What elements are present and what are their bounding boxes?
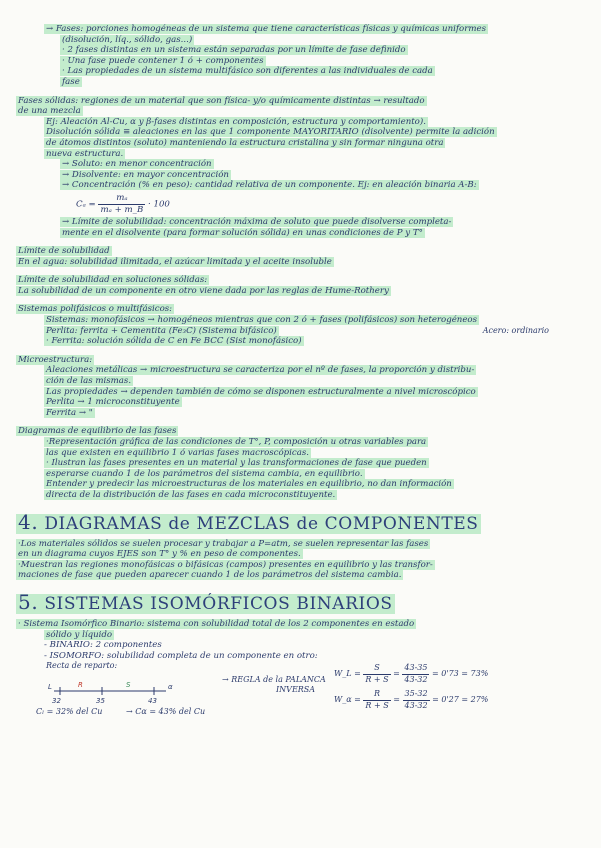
inversa-label: INVERSA [276, 685, 316, 695]
limite-solidas-title: Límite de solubilidad en soluciones sólidas: [18, 275, 208, 286]
cl-note: Cₗ = 32% del Cu [36, 707, 103, 717]
regla-palanca-label: → REGLA de la PALANCA [222, 675, 326, 685]
section-5-heading: 5. SISTEMAS ISOMÓRFICOS BINARIOS [18, 589, 393, 614]
fases-block: → Fases: porciones homogéneas de un sistema que tiene características físicas y químicas uniformes (disolución, líq., sólido, gas...) · 2 fases distintas en un sistema están separadas por un límite de fase definido · Una fase puede contener 1 ó + componentes · Las propiedades de un sistema multifásico son diferentes a las individuales de cada fase [16, 24, 585, 88]
label-S: S [126, 681, 131, 690]
wl-formula: W_L = $\frac{S}{R + S}$ = $\frac{43-35}{43-32}$ = 0'73 = 73% [334, 663, 489, 684]
fases-solidas-title: Fases sólidas: regiones de un material que son física- y/o químicamente distintas → resultado [18, 95, 425, 106]
diagramas-title: Diagramas de equilibrio de las fases [18, 426, 177, 437]
tick-label-35: 35 [96, 697, 105, 706]
section-4-heading: 4. DIAGRAMAS de MEZCLAS de COMPONENTES [18, 509, 479, 534]
tick-label-43: 43 [148, 697, 157, 706]
sistemas-block: Sistemas polifásicos o multifásicos: Sistemas: monofásicos → homogéneos mientras que con 2 ó + fases (polifásicos) son heterogéneos Perlita: ferrita + Cementita (Fe₃C) (Sistema bifásico) · Ferrita: solución sólida de C en Fe BCC (Sist monofásico) Acero: ordinario [16, 304, 585, 346]
limite-solidas-block: Límite de solubilidad en soluciones sólidas: La solubilidad de un componente en otro viene dada por las reglas de Hume-Rothery [16, 275, 585, 296]
section-4-body: ·Los materiales sólidos se suelen procesar y trabajar a P=atm, se suelen representar las fases en un diagrama cuyos EJES son T° y % en peso de componentes. ·Muestran las regiones monofásicas o bifásicas (campos) presentes en equilibrio y las transfor- maciones de fase que pueden aparecer cuando 1 de los parámetros del sistema cambia. [18, 538, 433, 581]
micro-block: Microestructura: Aleaciones metálicas → microestructura se caracteriza por el nº de fases, la proporción y distribu- ción de las mismas. Las propiedades → dependen también de cómo se disponen estructuralmente a nivel microscópico Perlita → 1 microconstituyente Ferrita → " [16, 355, 585, 419]
fases-solidas-block: Fases sólidas: regiones de un material que son física- y/o químicamente distintas → resultado de una mezcla Ej: Aleación Al-Cu, α y β-fases distintas en composición, estructura y comportamiento). Disolución sólida ≡ aleaciones en las que 1 componente MAYORITARIO (disolvente) permite la adición de átomos distintos (soluto) manteniendo la estructura cristalina y sin formar ninguna otra nueva estructura. → Soluto: en menor concentración → Disolvente: en mayor concentración → Concentración (% en peso): cantidad relativa de un componente. Ej: en aleación binaria A-B: Cₐ = $\frac{\text{mₐ}}{\text{mₐ + m\_B}}$ · 100 → Límite de solubilidad: concentración máxima de soluto que puede disolverse completa- mente en el disolvente (para formar solución sólida) en unas condiciones de P y T° [16, 96, 585, 239]
sistemas-title: Sistemas polifásicos o multifásicos: [18, 304, 173, 315]
section-5-body: · Sistema Isomórfico Binario: sistema con solubilidad total de los 2 componentes en estado sólido y líquido - BINARIO: 2 componentes - ISOMORFO: solubilidad completa de un componente en otro: [18, 618, 415, 661]
diagramas-block: Diagramas de equilibrio de las fases ·Representación gráfica de las condiciones de T°, P, composición u otras variables para las que existen en equilibrio 1 ó varias fases macroscópicas. · Ilustran las fases presentes en un material y las transformaciones de fase que pueden esperarse cuando 1 de los parámetros del sistema cambia, en equilibrio. Entender y predecir las microestructuras de los materiales en equilibrio, no dan información directa de la distribución de las fases en cada microconstituyente. [16, 426, 585, 500]
lever-rule-block [16, 661, 585, 717]
micro-title: Microestructura: [18, 354, 93, 365]
label-L: L [48, 683, 52, 692]
limite-solubilidad-block: Límite de solubilidad En el agua: solubilidad ilimitada, el azúcar limitada y el aceite insoluble [16, 246, 585, 267]
label-alpha: α [168, 683, 173, 692]
ca-note: → Cα = 43% del Cu [126, 707, 206, 717]
acero-note: Acero: ordinario [482, 326, 549, 336]
fases-definition: → Fases: porciones homogéneas de un sistema que tiene características físicas y químicas uniformes [46, 24, 486, 34]
wa-formula: W_α = $\frac{R}{R + S}$ = $\frac{35-32}{43-32}$ = 0'27 = 27% [334, 689, 489, 710]
limite-solubilidad-title: Límite de solubilidad [18, 246, 110, 257]
concentration-formula: Cₐ = $\frac{\text{mₐ}}{\text{mₐ + m\_B}}$ · 100 [76, 192, 170, 215]
tick-label-32: 32 [52, 697, 61, 706]
recta-reparto-label: Recta de reparto: [46, 661, 118, 671]
label-R: R [78, 681, 83, 690]
